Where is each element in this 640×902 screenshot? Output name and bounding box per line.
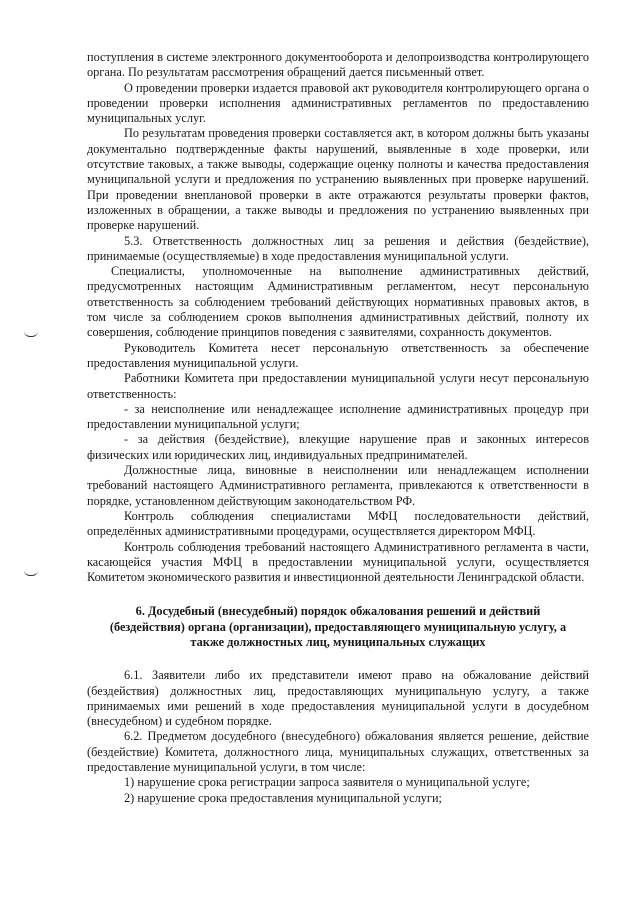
paragraph: 6.1. Заявители либо их представители имеют право на обжалование действий (бездействия) должностных лиц, предоставляющих муниципальную услугу, а также принимаемых ими решений в ходе предоставления муниципальной услуги в досудебном (внесудебном) и судебном порядке. [87, 668, 589, 729]
document-page [87, 50, 589, 806]
section-heading-line: (бездействия) органа (организации), предоставляющего муниципальную услугу, а [109, 619, 567, 634]
section-6-heading [87, 604, 589, 650]
scan-hole-mark-top [24, 331, 38, 337]
body-text-bottom [87, 668, 589, 806]
paragraph: Контроль соблюдения требований настоящего Административного регламента в части, касающейся участия МФЦ в предоставлении муниципальной услуги, осуществляется Комитетом экономического развития и инвестиционной деятельности Ленинградской области. [87, 539, 589, 585]
paragraph: 5.3. Ответственность должностных лиц за решения и действия (бездействие), принимаемые (осуществляемые) в ходе предоставления муниципальной услуги. [87, 233, 589, 263]
section-heading-line: также должностных лиц, муниципальных служащих [190, 634, 486, 649]
paragraph: О проведении проверки издается правовой акт руководителя контролирующего органа о проведении проверки исполнения административных регламентов по предоставлению муниципальных услуг. [87, 80, 589, 126]
paragraph: 2) нарушение срока предоставления муниципальной услуги; [124, 790, 442, 805]
scan-hole-mark-bottom [24, 570, 38, 576]
paragraph: Должностные лица, виновные в неисполнении или ненадлежащем исполнении требований настоящего Административного регламента, привлекаются к ответственности в порядке, установленном действующим законодательством РФ. [87, 463, 589, 508]
paragraph: поступления в системе электронного документооборота и делопроизводства контролирующего органа. По результатам рассмотрения обращений дается письменный ответ. [87, 50, 589, 80]
paragraph: Контроль соблюдения специалистами МФЦ последовательности действий, определённых административными процедурами, осуществляется директором МФЦ. [87, 508, 589, 539]
paragraph: По результатам проведения проверки составляется акт, в котором должны быть указаны документально подтвержденные факты нарушений, выявленные в ходе проверки, или отсутствие таковых, а также выводы, содержащие оценку полноты и качества предоставления муниципальной услуги и предложения по устранению выявленных при проверке нарушений. При проведении внеплановой проверки в акте отражаются результаты проверки фактов, изложенных в обращении, а также выводы и предложения по устранению выявленных при проверке нарушений. [87, 126, 589, 233]
paragraph: 6.2. Предметом досудебного (внесудебного) обжалования является решение, действие (бездействие) Комитета, должностного лица, муниципальных служащих, ответственных за предоставление муниципальной услуги, в том числе: [87, 729, 589, 775]
paragraph: Специалисты, уполномоченные на выполнение административных действий, предусмотренных настоящим Административным регламентом, несут персональную ответственность за соблюдением требований действующих нормативных правовых актов, в том числе за соблюдением сроков выполнения административных действий, полноту их совершения, соблюдение принципов поведения с заявителями, сохранность документов. [87, 264, 589, 340]
section-heading-line: 6. Досудебный (внесудебный) порядок обжалования решений и действий [135, 604, 541, 619]
paragraph: Работники Комитета при предоставлении муниципальной услуги несут персональную ответственность: [87, 371, 589, 401]
paragraph: - за действия (бездействие), влекущие нарушение прав и законных интересов физических или юридических лиц, индивидуальных предпринимателей. [87, 432, 589, 462]
paragraph: Руководитель Комитета несет персональную ответственность за обеспечение предоставления муниципальной услуги. [87, 340, 589, 370]
paragraph: 1) нарушение срока регистрации запроса заявителя о муниципальной услуге; [124, 775, 530, 790]
paragraph: - за неисполнение или ненадлежащее исполнение административных процедур при предоставлении муниципальной услуги; [87, 401, 589, 432]
body-text-top [87, 50, 589, 585]
